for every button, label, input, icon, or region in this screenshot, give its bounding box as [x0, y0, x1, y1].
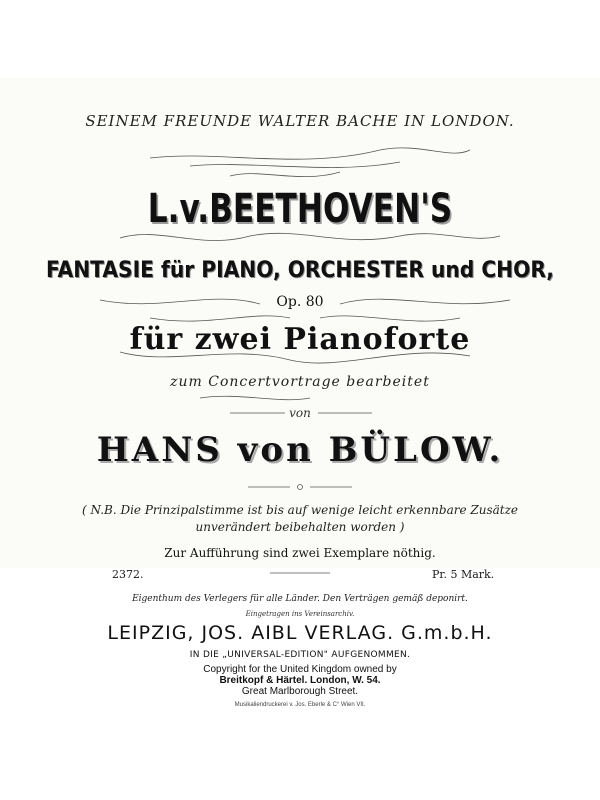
- copyright-line-1: Copyright for the United Kingdom owned by: [203, 664, 397, 675]
- copyright-line-3: Great Marlborough Street.: [241, 686, 359, 697]
- editorial-note: [60, 502, 540, 536]
- plate-number: 2372.: [112, 568, 144, 581]
- copies-note: Zur Aufführung sind zwei Exemplare nöthig.: [164, 546, 436, 560]
- price: Pr. 5 Mark.: [432, 568, 495, 581]
- editorial-note-line-2: unverändert beibehalten worden ): [195, 520, 405, 534]
- registered-note: Eingetragen ins Vereinsarchiv.: [245, 610, 355, 618]
- rights-note: Eigenthum des Verlegers für alle Länder. Den Verträgen gemäß deponirt.: [132, 594, 468, 604]
- by-label: von: [289, 406, 311, 420]
- work-title: FANTASIE für PIANO, ORCHESTER und CHOR,: [46, 258, 554, 283]
- dedication: SEINEM FREUNDE WALTER BACHE IN LONDON.: [85, 112, 515, 130]
- composer-name: L.v.BEETHOVEN'S: [147, 186, 453, 232]
- publisher-name: LEIPZIG, JOS. AIBL VERLAG. G.m.b.H.: [107, 622, 493, 644]
- arrangement-purpose: zum Concertvortrage bearbeitet: [170, 374, 430, 390]
- opus-number: Op. 80: [276, 294, 324, 310]
- copyright-line-2: Breitkopf & Härtel. London, W. 54.: [219, 675, 381, 686]
- editorial-note-line-1: ( N.B. Die Prinzipalstimme ist bis auf wenige leicht erkennbare Zusätze: [81, 503, 518, 517]
- edition-note: IN DIE „UNIVERSAL-EDITION" AUFGENOMMEN.: [189, 650, 411, 660]
- copyright-block: [0, 664, 600, 697]
- arrangement-title: für zwei Pianoforte: [129, 322, 471, 357]
- printer-note: Musikaliendruckerei v. Jos. Eberle & C° Wien VII.: [234, 702, 366, 708]
- arranger-name: HANS von BÜLOW.: [96, 430, 504, 470]
